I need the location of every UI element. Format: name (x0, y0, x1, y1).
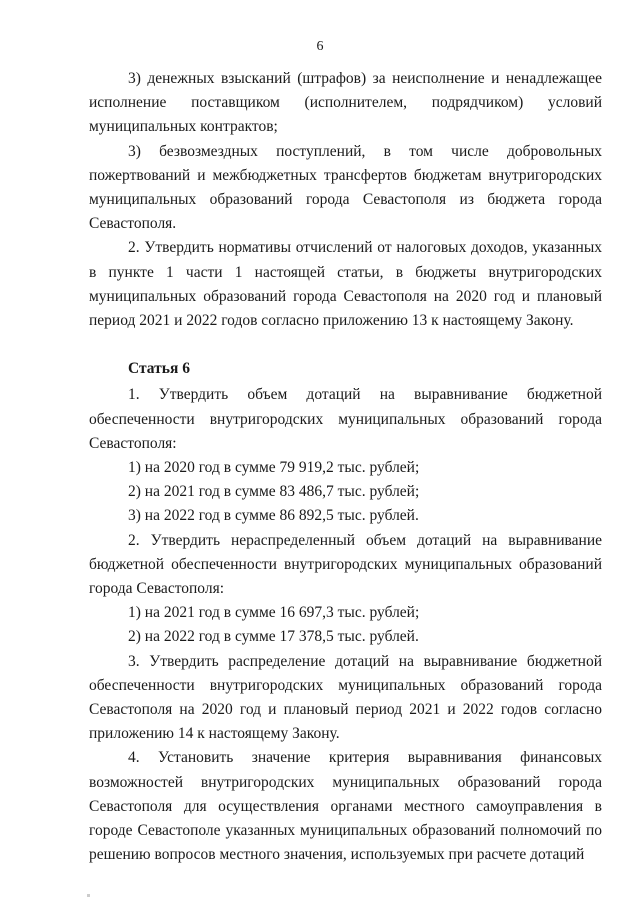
list-item-2021: 2) на 2021 год в сумме 83 486,7 тыс. рублей; (128, 483, 420, 501)
page-number: 6 (316, 39, 324, 54)
list-item-2022: 3) на 2022 год в сумме 86 892,5 тыс. рублей. (128, 507, 419, 525)
paragraph-tax-deductions: 2. Утвердить нормативы отчислений от налоговых доходов, указанных в пункте 1 части 1 настоящей статьи, в бюджеты внутригородских муниципальных образований города Севастополя на 2020 год и плановый период 2021 и 2022 годов согласно приложению 13 к настоящему Закону. (89, 239, 602, 330)
list-item-2020: 1) на 2020 год в сумме 79 919,2 тыс. рублей; (128, 459, 420, 477)
list-item-undistributed-2021: 1) на 2021 год в сумме 16 697,3 тыс. рублей; (128, 604, 420, 622)
paragraph-subsidy-distribution: 3. Утвердить распределение дотаций на выравнивание бюджетной обеспеченности внутригородских муниципальных образований города Севастополя на 2020 год и плановый период 2021 и 2022 годов согласно приложению 14 к настоящему Закону. (89, 652, 602, 743)
paragraph-gratuitous-receipts: 3) безвозмездных поступлений, в том числе добровольных пожертвований и межбюджетных трансфертов бюджетам внутригородских муниципальных образований города Севастополя из бюджета города Севастополя. (89, 142, 602, 233)
paragraph-fines: 3) денежных взысканий (штрафов) за неисполнение и ненадлежащее исполнение поставщиком (исполнителем, подрядчиком) условий муниципальных контрактов; (89, 70, 602, 136)
article-heading: Статья 6 (128, 360, 190, 378)
list-item-undistributed-2022: 2) на 2022 год в сумме 17 378,5 тыс. рублей. (128, 628, 419, 646)
scan-artifact (87, 894, 90, 897)
paragraph-equalization-criterion: 4. Установить значение критерия выравнивания финансовых возможностей внутригородских муниципальных образований города Севастополя для осуществления органами местного самоуправления в городе Севастополе указанных муниципальных образований полномочий по решению вопросов местного значения, используемых при расчете дотаций (89, 749, 602, 864)
paragraph-undistributed-volume: 2. Утвердить нераспределенный объем дотаций на выравнивание бюджетной обеспеченности внутригородских муниципальных образований города Севастополя: (89, 531, 602, 598)
paragraph-subsidy-volume: 1. Утвердить объем дотаций на выравнивание бюджетной обеспеченности внутригородских муниципальных образований города Севастополя: (89, 386, 602, 452)
document-body (89, 67, 602, 868)
spacer (89, 333, 602, 357)
